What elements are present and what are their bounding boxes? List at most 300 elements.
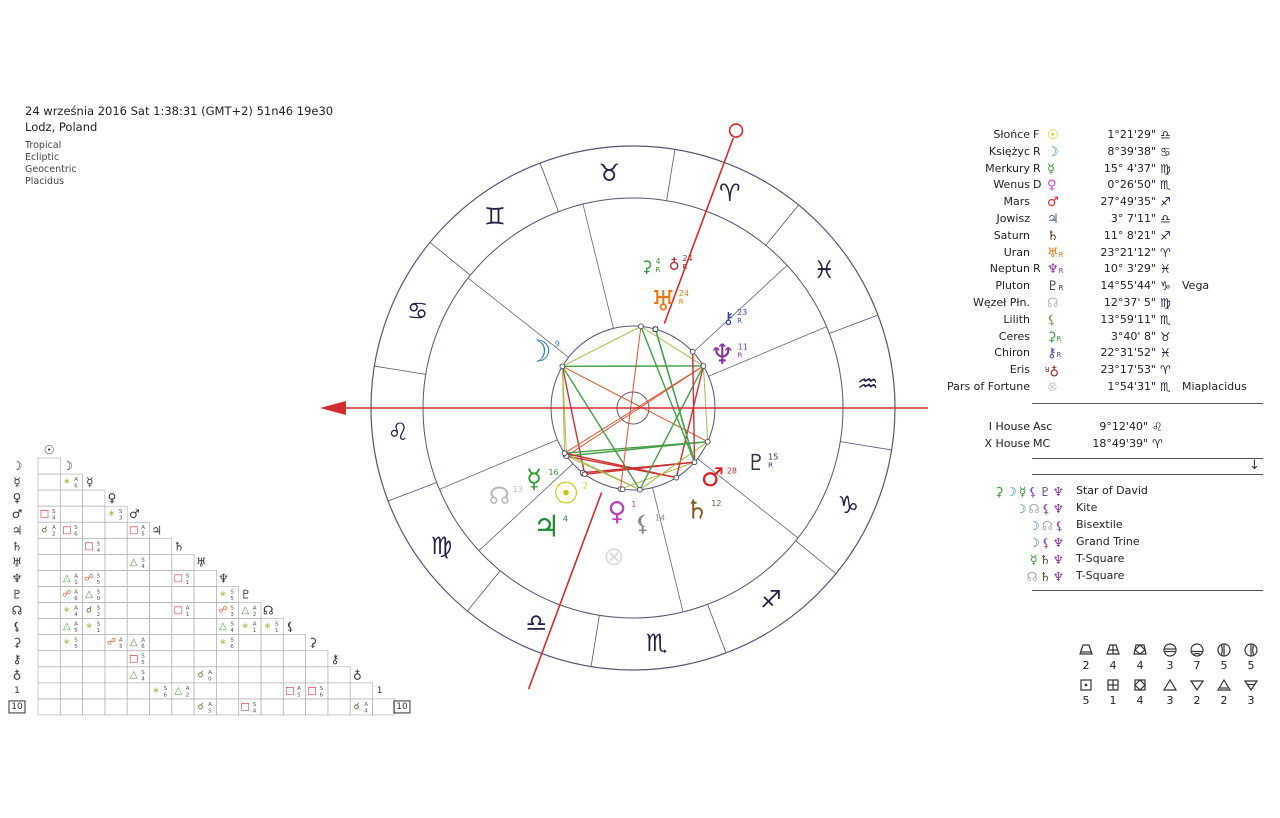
grid-cell bbox=[38, 474, 60, 490]
grid-cell bbox=[38, 490, 60, 506]
planet-glyph-icon: ☉ bbox=[1047, 128, 1059, 143]
pattern-planet-icon: ☿ bbox=[1029, 552, 1040, 567]
grid-cell bbox=[350, 683, 372, 699]
grid-cell bbox=[216, 651, 238, 667]
planet-row bbox=[930, 330, 1280, 347]
square-dot-icon bbox=[1078, 677, 1094, 693]
grid-aspect-orb-value: 1 bbox=[185, 579, 190, 586]
pattern-planet-icon: ♆ bbox=[1052, 535, 1066, 550]
planet-extra-label: Vega bbox=[1182, 279, 1210, 293]
grid-aspect-orb-dir: A bbox=[74, 605, 79, 612]
grid-cell bbox=[60, 699, 82, 715]
planet-rim-dot bbox=[674, 475, 679, 480]
wheel-planet-uranus-icon: ♅ bbox=[650, 284, 676, 318]
grid-cell bbox=[306, 699, 328, 715]
circle-vbar-right-icon bbox=[1243, 642, 1259, 658]
sign-boundary bbox=[766, 205, 799, 245]
planet-glyph-icon: ♅R bbox=[1047, 245, 1064, 261]
grid-cell bbox=[172, 635, 194, 651]
planet-rim-dot bbox=[637, 487, 642, 492]
pattern-row bbox=[930, 535, 1280, 552]
grid-cell bbox=[283, 651, 305, 667]
grid-row-label: 10 bbox=[11, 701, 23, 712]
grid-cell bbox=[83, 490, 105, 506]
pattern-planet-icon: ♆ bbox=[1052, 552, 1066, 567]
planet-position: 8°39'38" bbox=[1107, 144, 1156, 158]
grid-cell bbox=[38, 651, 60, 667]
planet-position: 27°49'35" bbox=[1100, 195, 1156, 209]
grid-cell bbox=[306, 667, 328, 683]
wheel-planet-degree: 4 bbox=[655, 256, 661, 266]
planet-sign-icon: ♏ bbox=[1160, 178, 1171, 193]
grid-row-label: ♃ bbox=[11, 523, 23, 538]
pattern-planet-icon: ☊ bbox=[1026, 569, 1040, 584]
grid-row-label: 1 bbox=[14, 685, 20, 696]
wheel-planet-retro-flag: R bbox=[678, 298, 684, 307]
planet-position: 12°37' 5" bbox=[1103, 296, 1156, 309]
wheel-planet-venus-icon: ♀ bbox=[607, 496, 627, 527]
aspect-line-trine bbox=[641, 326, 695, 462]
wheel-planet-chiron-icon: ⚷ bbox=[722, 308, 735, 328]
grid-aspect-orb-dir: A bbox=[141, 525, 145, 532]
grid-diagonal-label: ♃ bbox=[151, 523, 163, 538]
grid-aspect-sext-icon: ∗ bbox=[63, 477, 71, 488]
grid-aspect-sq-icon: □ bbox=[173, 605, 184, 617]
planet-glyph-icon: ⚳R bbox=[1047, 329, 1062, 345]
grid-cell bbox=[38, 570, 60, 586]
wheel-planet-moon-icon: ☽ bbox=[524, 334, 552, 370]
chart-location: Lodz, Poland bbox=[25, 120, 98, 134]
figure-count: 5 bbox=[1247, 659, 1255, 672]
grid-row-label: ♆ bbox=[11, 571, 23, 586]
chart-datetime: 24 września 2016 Sat 1:38:31 (GMT+2) 51n46 19e30 bbox=[25, 104, 334, 118]
zodiac-sign-icon: ♉ bbox=[598, 159, 620, 188]
grid-row-label: ♅ bbox=[11, 555, 23, 570]
planet-sign-icon: ♐ bbox=[1160, 228, 1171, 243]
circle-chord-icon bbox=[1189, 642, 1205, 658]
retro-subscript: R bbox=[1056, 351, 1062, 360]
planet-position: 10° 3'29" bbox=[1103, 262, 1156, 276]
grid-aspect-orb-dir: A bbox=[118, 637, 123, 644]
grid-aspect-orb-value: 5 bbox=[208, 708, 212, 715]
planet-glyph-icon: ♇R bbox=[1047, 279, 1064, 295]
planet-position: 1°21'29" bbox=[1107, 128, 1156, 141]
figure-count: 3 bbox=[1247, 694, 1255, 707]
grid-aspect-orb-dir: S bbox=[230, 605, 234, 612]
planet-row bbox=[930, 262, 1280, 279]
zodiac-sign-icon: ♏ bbox=[646, 628, 668, 657]
pattern-planet-icon: ♆ bbox=[1052, 501, 1066, 516]
house-name: X House bbox=[984, 437, 1030, 450]
chart-header bbox=[25, 104, 333, 134]
grid-aspect-orb-dir: S bbox=[252, 701, 257, 708]
planet-glyph-icon: ♀R bbox=[1044, 363, 1059, 379]
grid-aspect-sext-icon: ∗ bbox=[107, 509, 116, 520]
grid-aspect-orb-value: 5 bbox=[74, 628, 78, 635]
grid-aspect-sext-icon: ∗ bbox=[63, 637, 71, 648]
grid-cell bbox=[105, 570, 127, 586]
triangle-up-bar-icon bbox=[1216, 677, 1232, 693]
grid-row-label: ♀ bbox=[12, 667, 22, 682]
grid-aspect-orb-value: 4 bbox=[96, 547, 101, 554]
zodiac-sign-icon: ♓ bbox=[813, 255, 836, 284]
grid-aspect-orb-dir: S bbox=[319, 685, 324, 692]
house-table bbox=[930, 420, 1280, 460]
planet-rim-dot bbox=[620, 487, 625, 492]
grid-aspect-orb-dir: S bbox=[74, 525, 78, 532]
pattern-planet-icon: ☽ bbox=[1028, 518, 1042, 533]
planet-motion-flag: R bbox=[1033, 161, 1041, 175]
grid-aspect-trine-icon: △ bbox=[174, 685, 183, 697]
grid-cell bbox=[328, 667, 350, 683]
zodiac-sign-icon: ♎ bbox=[525, 609, 547, 638]
grid-cell bbox=[306, 651, 328, 667]
planet-sign-icon: ♐ bbox=[1160, 195, 1171, 210]
planet-position: 23°17'53" bbox=[1100, 363, 1156, 377]
planet-sign-icon: ♑ bbox=[1160, 279, 1171, 294]
planet-rim-dot bbox=[653, 327, 658, 332]
planet-row bbox=[930, 128, 1280, 145]
figure-count: 2 bbox=[1193, 694, 1201, 707]
grid-cell bbox=[38, 619, 60, 635]
grid-diagonal-label: 1 bbox=[376, 685, 383, 696]
grid-cell bbox=[60, 667, 82, 683]
square-diamond-icon bbox=[1132, 677, 1148, 693]
grid-cell bbox=[127, 683, 149, 699]
wheel-planet-degree: 4 bbox=[562, 514, 569, 524]
grid-aspect-orb-dir: S bbox=[74, 637, 78, 644]
grid-aspect-sext-icon: ∗ bbox=[263, 621, 272, 632]
planet-glyph-icon: ☽ bbox=[1047, 144, 1059, 160]
grid-aspect-orb-value: 2 bbox=[185, 692, 190, 699]
grid-cell bbox=[239, 667, 261, 683]
grid-cell bbox=[150, 699, 172, 715]
planet-row bbox=[930, 296, 1280, 313]
pattern-label: Star of David bbox=[1076, 484, 1148, 497]
grid-cell bbox=[83, 554, 105, 570]
sign-boundary bbox=[388, 483, 437, 501]
grid-aspect-orb-value: 1 bbox=[96, 628, 101, 635]
planet-sign-icon: ♏ bbox=[1160, 312, 1171, 327]
grid-cell bbox=[194, 570, 216, 586]
planet-row bbox=[930, 313, 1280, 330]
grid-cell bbox=[373, 699, 395, 715]
planet-row bbox=[930, 246, 1280, 263]
planet-sign-icon: ♏ bbox=[1160, 380, 1171, 394]
planet-sign-icon: ♎ bbox=[1160, 212, 1171, 226]
grid-aspect-orb-dir: A bbox=[74, 589, 79, 596]
planet-rim-dot bbox=[701, 364, 706, 369]
grid-cell bbox=[194, 683, 216, 699]
house-point-label: Asc bbox=[1033, 420, 1053, 433]
planet-glyph-icon: ♂ bbox=[1047, 195, 1059, 211]
zodiac-sign-icon: ♐ bbox=[760, 585, 782, 614]
figure-count: 4 bbox=[1109, 659, 1117, 672]
grid-cell bbox=[127, 538, 149, 554]
grid-diagonal-label: ☊ bbox=[262, 603, 274, 618]
planet-name: Eris bbox=[1009, 363, 1030, 377]
grid-aspect-orb-value: 5 bbox=[297, 692, 301, 699]
grid-aspect-orb-dir: A bbox=[74, 621, 79, 628]
grid-cell bbox=[60, 651, 82, 667]
grid-cell bbox=[239, 635, 261, 651]
planet-sign-icon: ♓ bbox=[1160, 262, 1171, 277]
grid-aspect-orb-dir: S bbox=[118, 509, 123, 516]
grid-cell bbox=[105, 651, 127, 667]
grid-aspect-orb-value: 6 bbox=[74, 595, 78, 602]
grid-aspect-orb-value: 1 bbox=[275, 628, 279, 635]
planet-sign-icon: ♓ bbox=[1160, 346, 1171, 361]
grid-aspect-orb-dir: S bbox=[96, 541, 101, 548]
grid-aspect-orb-value: 2 bbox=[96, 612, 101, 619]
wheel-planet-retro-flag: R bbox=[682, 263, 688, 272]
grid-aspect-orb-value: 2 bbox=[52, 531, 56, 538]
aspect-line-sq bbox=[693, 352, 695, 462]
wheel-planet-node-icon: ☊ bbox=[488, 482, 511, 511]
pattern-label: Bisextile bbox=[1076, 518, 1123, 531]
grid-cell bbox=[261, 635, 283, 651]
grid-aspect-orb-dir: A bbox=[185, 685, 190, 692]
grid-cell bbox=[150, 538, 172, 554]
wheel-planet-lilith-icon: ⚸ bbox=[634, 512, 651, 538]
planet-position: 22°31'52" bbox=[1100, 346, 1156, 360]
sign-boundary bbox=[796, 541, 836, 574]
house-cusp-line bbox=[468, 278, 569, 357]
planet-glyph-icon: ♃ bbox=[1047, 212, 1059, 227]
grid-cell bbox=[127, 699, 149, 715]
aspect-pattern-list bbox=[930, 484, 1280, 589]
grid-aspect-trine-icon: △ bbox=[241, 605, 250, 617]
planet-name: Ceres bbox=[998, 329, 1030, 343]
pattern-planet-icon: ♆ bbox=[1052, 484, 1066, 499]
grid-cell bbox=[38, 603, 60, 619]
pattern-planet-icon: ♇ bbox=[1039, 484, 1053, 499]
grid-aspect-trine-icon: △ bbox=[129, 669, 138, 681]
grid-aspect-sq-icon: □ bbox=[62, 524, 72, 536]
grid-aspect-orb-dir: A bbox=[185, 605, 190, 612]
grid-aspect-sext-icon: ∗ bbox=[219, 589, 227, 600]
zodiac-sign-icon: ♍ bbox=[430, 532, 453, 561]
grid-aspect-opp-icon: ☍ bbox=[84, 573, 94, 584]
grid-row-label: ☿ bbox=[13, 475, 21, 490]
wheel-planet-sun-icon: ☉ bbox=[552, 476, 580, 512]
wheel-planet-neptune-icon: ♆ bbox=[709, 338, 735, 372]
pattern-row bbox=[930, 552, 1280, 569]
grid-cell bbox=[261, 699, 283, 715]
planet-glyph-icon: ♄ bbox=[1047, 228, 1059, 244]
grid-aspect-orb-dir: S bbox=[163, 685, 167, 692]
house-sign-icon: ♈ bbox=[1152, 437, 1163, 451]
planet-name: Lilith bbox=[1003, 312, 1030, 326]
sign-boundary bbox=[667, 149, 675, 200]
pattern-planet-icon: ⚸ bbox=[1054, 518, 1066, 533]
zodiac-sign-icon: ♈ bbox=[719, 178, 741, 207]
grid-aspect-orb-value: 6 bbox=[230, 644, 234, 651]
grid-aspect-orb-value: 0 bbox=[96, 595, 101, 602]
grid-row-label: ⚷ bbox=[12, 651, 22, 666]
planet-rim-dot bbox=[562, 451, 567, 456]
grid-cell bbox=[127, 586, 149, 602]
planet-rim-dot bbox=[560, 364, 565, 369]
grid-cell bbox=[38, 635, 60, 651]
grid-cell bbox=[83, 635, 105, 651]
pattern-label: Grand Trine bbox=[1076, 535, 1140, 548]
pattern-planet-icon: ☽ bbox=[1028, 535, 1042, 550]
figure-count: 2 bbox=[1082, 659, 1090, 672]
triangle-up-icon bbox=[1162, 677, 1178, 693]
figure-count: 3 bbox=[1166, 694, 1174, 707]
grid-cell bbox=[328, 683, 350, 699]
grid-cell bbox=[83, 651, 105, 667]
planet-motion-flag: F bbox=[1033, 128, 1040, 141]
planet-name: Mars bbox=[1003, 195, 1030, 209]
grid-diagonal-label: ☿ bbox=[86, 475, 94, 490]
house-row bbox=[930, 420, 1280, 437]
planet-rim-dot bbox=[692, 460, 697, 465]
planet-glyph-icon: ♆R bbox=[1047, 262, 1064, 278]
planet-sign-icon: ♈ bbox=[1160, 245, 1171, 260]
grid-aspect-orb-value: 3 bbox=[118, 515, 123, 522]
grid-cell bbox=[127, 603, 149, 619]
retro-subscript: R bbox=[1044, 365, 1050, 374]
grid-aspect-orb-value: 3 bbox=[118, 644, 123, 651]
grid-cell bbox=[261, 651, 283, 667]
planet-row bbox=[930, 162, 1280, 179]
grid-cell bbox=[328, 699, 350, 715]
grid-aspect-orb-value: 6 bbox=[74, 531, 78, 538]
grid-cell bbox=[150, 570, 172, 586]
zodiac-sign-icon: ♊ bbox=[484, 202, 506, 231]
circle-vbar-left-icon bbox=[1216, 642, 1232, 658]
grid-aspect-orb-dir: S bbox=[52, 509, 56, 516]
planet-name: Pluton bbox=[995, 279, 1030, 293]
grid-cell bbox=[216, 667, 238, 683]
grid-cell bbox=[127, 619, 149, 635]
chart-settings bbox=[25, 140, 77, 188]
grid-cell bbox=[194, 651, 216, 667]
trapezoid-cross-icon bbox=[1105, 642, 1121, 658]
ascendant-arrow-icon bbox=[320, 401, 346, 415]
wheel-planet-jupiter-icon: ♃ bbox=[532, 509, 560, 545]
grid-aspect-orb-dir: A bbox=[364, 701, 368, 708]
grid-aspect-orb-dir: S bbox=[185, 573, 190, 580]
separator-4 bbox=[1032, 590, 1263, 591]
wheel-planet-mars-icon: ♂ bbox=[700, 463, 725, 494]
wheel-planet-degree: 14 bbox=[654, 513, 666, 523]
grid-row-label: ⚳ bbox=[12, 635, 22, 650]
grid-cell bbox=[105, 586, 127, 602]
grid-aspect-sq-icon: □ bbox=[39, 508, 50, 520]
grid-aspect-orb-dir: A bbox=[141, 637, 145, 644]
grid-aspect-orb-value: 1 bbox=[185, 612, 190, 619]
grid-aspect-orb-dir: A bbox=[74, 573, 79, 580]
wheel-planet-saturn-icon: ♄ bbox=[685, 495, 709, 526]
pattern-row bbox=[930, 484, 1280, 501]
grid-row-label: ♇ bbox=[11, 587, 23, 602]
sign-boundary bbox=[708, 604, 726, 653]
grid-cell bbox=[172, 699, 194, 715]
grid-aspect-sq-icon: □ bbox=[84, 540, 94, 552]
planet-row bbox=[930, 178, 1280, 195]
planet-glyph-icon: ♀ bbox=[1047, 178, 1057, 194]
grid-cell bbox=[150, 667, 172, 683]
planet-position: 13°59'11" bbox=[1100, 312, 1156, 326]
pattern-planet-icon: ♄ bbox=[1039, 569, 1053, 584]
grid-aspect-orb-dir: S bbox=[141, 669, 145, 676]
planet-sign-icon: ♈ bbox=[1160, 363, 1171, 378]
wheel-planet-degree: 15 bbox=[768, 452, 779, 462]
circle-hbar-dot-icon bbox=[1162, 642, 1178, 658]
retro-subscript: R bbox=[1058, 267, 1064, 276]
planet-row bbox=[930, 212, 1280, 229]
pattern-planet-glyphs bbox=[930, 569, 1066, 584]
planet-glyph-icon: ⚸ bbox=[1047, 312, 1057, 328]
scroll-down-arrow[interactable]: ↓ bbox=[1249, 458, 1260, 473]
grid-cell bbox=[83, 667, 105, 683]
setting-centering: Geocentric bbox=[25, 164, 77, 175]
wheel-planet-degree: 23 bbox=[737, 308, 748, 318]
grid-diagonal-label: ☽ bbox=[62, 459, 73, 474]
grid-cell bbox=[38, 699, 60, 715]
grid-cell bbox=[194, 586, 216, 602]
grid-cell bbox=[83, 699, 105, 715]
grid-aspect-trine-icon: △ bbox=[129, 637, 138, 649]
grid-aspect-orb-value: 5 bbox=[96, 579, 101, 586]
figure-count: 5 bbox=[1082, 694, 1090, 707]
grid-cell bbox=[105, 699, 127, 715]
grid-cell bbox=[105, 619, 127, 635]
grid-row-label: ♄ bbox=[11, 539, 23, 554]
grid-cell bbox=[60, 490, 82, 506]
pattern-label: Kite bbox=[1076, 501, 1098, 514]
planet-row bbox=[930, 279, 1280, 296]
grid-aspect-orb-value: 5 bbox=[141, 660, 145, 667]
planet-name: Uran bbox=[1003, 245, 1030, 259]
grid-aspect-orb-dir: S bbox=[275, 621, 279, 628]
grid-aspect-orb-value: 5 bbox=[74, 644, 78, 651]
grid-diagonal-label: ⚷ bbox=[330, 651, 340, 666]
grid-cell bbox=[194, 635, 216, 651]
grid-aspect-orb-dir: S bbox=[96, 605, 101, 612]
figure-count: 5 bbox=[1220, 659, 1228, 672]
planet-name: Neptun bbox=[989, 262, 1030, 276]
grid-cell bbox=[150, 619, 172, 635]
retro-subscript: R bbox=[1056, 334, 1062, 343]
grid-cell bbox=[172, 651, 194, 667]
planet-extra-label: Miaplacidus bbox=[1182, 380, 1247, 393]
grid-aspect-orb-dir: S bbox=[230, 589, 234, 596]
planet-name: Pars of Fortune bbox=[947, 380, 1030, 393]
grid-aspect-conj-icon: ☌ bbox=[86, 605, 93, 616]
grid-aspect-opp-icon: ☍ bbox=[62, 589, 72, 600]
planet-glyph-icon: ☊ bbox=[1047, 296, 1059, 311]
planet-glyph-icon: ⚷R bbox=[1047, 346, 1062, 362]
zodiac-sign-icon: ♌ bbox=[387, 417, 409, 446]
wheel-planet-degree: 11 bbox=[737, 342, 748, 352]
wheel-planet-retro-flag: R bbox=[737, 317, 742, 326]
figure-count: 4 bbox=[1136, 694, 1144, 707]
planet-name: Węzeł Płn. bbox=[972, 296, 1030, 309]
planet-position: 0°26'50" bbox=[1107, 178, 1156, 192]
pattern-planet-icon: ⚸ bbox=[1041, 501, 1053, 516]
grid-cell bbox=[150, 586, 172, 602]
grid-diagonal-label: ♂ bbox=[128, 507, 140, 522]
planet-position-table bbox=[930, 128, 1280, 408]
figure-count: 2 bbox=[1220, 694, 1228, 707]
grid-aspect-orb-value: 1 bbox=[74, 579, 78, 586]
grid-cell bbox=[105, 554, 127, 570]
grid-aspect-orb-value: 4 bbox=[74, 612, 78, 619]
